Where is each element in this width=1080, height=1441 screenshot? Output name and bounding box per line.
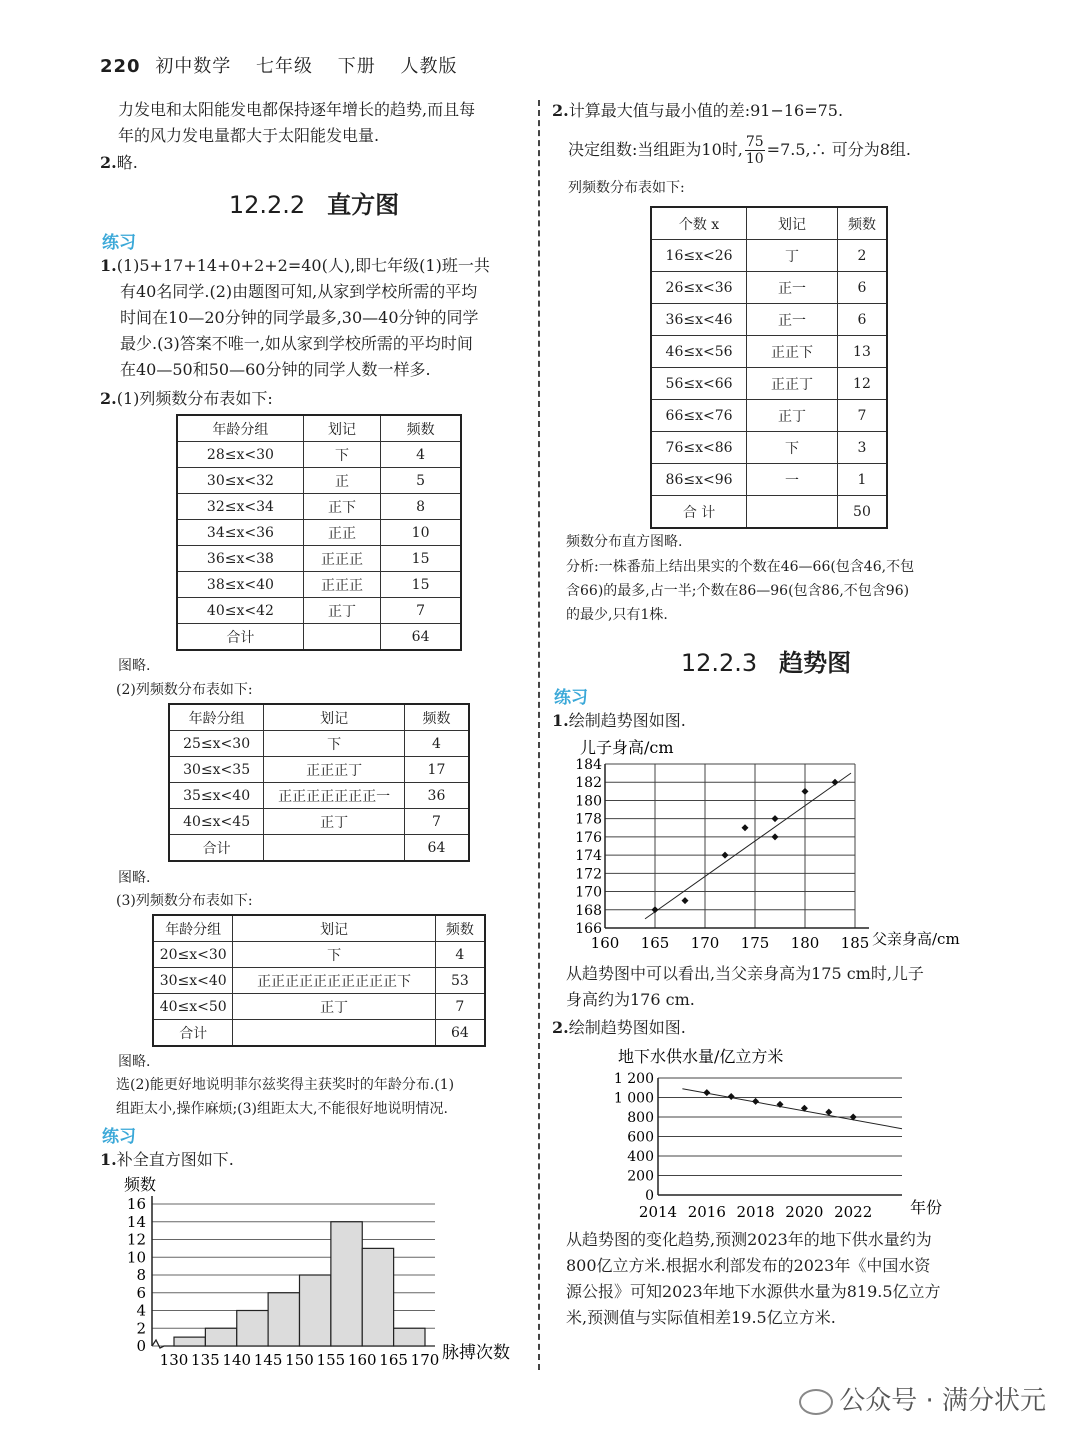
x-tick-label: 175 — [740, 934, 770, 952]
x-tick-label: 2022 — [834, 1203, 873, 1220]
table-cell: 12 — [837, 368, 887, 400]
section-number: 12.2.2 — [228, 191, 306, 219]
p1-line: 时间在10—20分钟的同学最多,30—40分钟的同学 — [120, 308, 479, 327]
p1-line: 有40名同学.(2)由题图可知,从家到学校所需的平均 — [120, 282, 478, 301]
table-cell: 正正丁 — [747, 368, 838, 400]
data-point — [722, 852, 729, 859]
table-row — [169, 783, 469, 809]
y-tick-label: 174 — [575, 848, 602, 865]
table-row — [177, 546, 461, 572]
y-tick-label: 1 000 — [613, 1090, 654, 1107]
left-p1 — [100, 253, 530, 383]
figure-omitted: 图略. — [118, 1054, 151, 1070]
table-body — [177, 415, 461, 650]
table-cell: 合 计 — [651, 496, 747, 529]
y-tick-label: 182 — [575, 775, 602, 792]
table-cell — [303, 624, 380, 651]
histogram-bar — [331, 1222, 362, 1346]
table-intro: 列频数分布表如下: — [568, 180, 685, 196]
table-cell: 7 — [837, 400, 887, 432]
x-tick-label: 170 — [410, 1351, 440, 1369]
table-cell: 7 — [381, 598, 461, 624]
table-row — [153, 942, 485, 968]
table-header-cell: 年龄分组 — [177, 415, 303, 442]
table-cell: 合计 — [169, 835, 264, 862]
table-row — [153, 1020, 485, 1047]
conclusion-line: 组距太小,操作麻烦;(3)组距太大,不能很好地说明情况. — [116, 1101, 448, 1117]
histogram-bar — [174, 1337, 205, 1346]
header-grade: 七年级 — [256, 56, 314, 77]
histogram-bar — [268, 1293, 299, 1346]
table-row — [169, 731, 469, 757]
table-body — [153, 915, 485, 1046]
y-tick-label: 600 — [627, 1129, 654, 1146]
t2-line: 米,预测值与实际值相差19.5亿立方米. — [566, 1308, 836, 1327]
data-point — [652, 906, 659, 913]
trend-line — [645, 773, 851, 919]
question-text: 绘制趋势图如图. — [568, 711, 686, 730]
x-tick-label: 185 — [840, 934, 870, 952]
header-volume: 下册 — [337, 56, 376, 77]
right-q2 — [552, 98, 843, 124]
table-row — [651, 240, 887, 272]
group-count-line — [568, 130, 911, 170]
table-cell: 66≤x<76 — [651, 400, 747, 432]
y-tick-label: 0 — [645, 1188, 654, 1204]
right-t1 — [552, 708, 686, 734]
table-cell: 13 — [837, 336, 887, 368]
table-cell: 36≤x<38 — [177, 546, 303, 572]
figure-omitted: 频数分布直方图略. — [566, 534, 683, 550]
q2-line: 计算最大值与最小值的差:91−16=75. — [568, 101, 844, 120]
y-tick-label: 8 — [136, 1266, 146, 1284]
table-cell: 15 — [381, 572, 461, 598]
table-row — [153, 994, 485, 1020]
table-cell — [233, 1020, 435, 1047]
conclusion — [116, 1073, 531, 1121]
y-tick-label: 176 — [575, 829, 602, 846]
table-row — [651, 400, 887, 432]
table-cell: 7 — [404, 809, 469, 835]
sub-question: (3)列频数分布表如下: — [116, 893, 253, 909]
x-axis-label: 脉搏次数 — [442, 1343, 510, 1363]
fraction — [745, 134, 765, 167]
table-cell: 32≤x<34 — [177, 494, 303, 520]
q2-line: 决定组数:当组距为10时, — [568, 140, 743, 159]
groundwater-trend-chart — [590, 1040, 980, 1220]
data-point — [728, 1093, 735, 1100]
table-cell: 正丁 — [747, 400, 838, 432]
x-tick-label: 150 — [285, 1351, 314, 1369]
table-cell: 40≤x<45 — [169, 809, 264, 835]
table-cell: 16≤x<26 — [651, 240, 747, 272]
table-cell: 下 — [233, 942, 435, 968]
x-tick-label: 2016 — [687, 1203, 726, 1220]
x-tick-label: 165 — [640, 934, 670, 952]
histogram-bar — [237, 1311, 268, 1347]
table-cell: 76≤x<86 — [651, 432, 747, 464]
table-cell: 15 — [381, 546, 461, 572]
table-cell — [264, 835, 405, 862]
table-cell: 1 — [837, 464, 887, 496]
y-tick-label: 1 200 — [613, 1071, 654, 1087]
question-number: 2. — [552, 1018, 569, 1037]
table-cell: 38≤x<40 — [177, 572, 303, 598]
frequency-table-4 — [650, 206, 888, 529]
p1-line: 最少.(3)答案不唯一,如从家到学校所需的平均时间 — [120, 334, 473, 353]
y-tick-label: 178 — [575, 811, 602, 828]
table-header-cell: 年龄分组 — [169, 704, 264, 731]
y-tick-label: 16 — [126, 1195, 146, 1213]
table-cell: 一 — [747, 464, 838, 496]
table-header-cell: 频数 — [404, 704, 469, 731]
analysis-line: 含66)的最多,占一半;个数在86—96(包含86,不包含96) — [566, 583, 910, 599]
frequency-table-3 — [152, 914, 486, 1047]
data-point — [772, 833, 779, 840]
frequency-table-1 — [176, 414, 462, 651]
table-cell: 正正正正正正正正正正下 — [233, 968, 435, 994]
table-row — [651, 496, 887, 529]
table-row — [651, 464, 887, 496]
table-cell: 5 — [381, 468, 461, 494]
table-row — [177, 572, 461, 598]
t2-line: 从趋势图的变化趋势,预测2023年的地下供水量约为 — [566, 1230, 932, 1249]
x-tick-label: 2014 — [638, 1203, 678, 1220]
x-tick-label: 160 — [590, 934, 620, 952]
table-cell: 64 — [404, 835, 469, 862]
page-header — [100, 52, 458, 78]
table-cell: 34≤x<36 — [177, 520, 303, 546]
height-trend-chart — [560, 732, 980, 957]
question-number: 1. — [100, 1150, 117, 1169]
y-tick-label: 180 — [575, 793, 602, 810]
x-tick-label: 180 — [790, 934, 820, 952]
table-cell: 56≤x<66 — [651, 368, 747, 400]
table-row — [177, 520, 461, 546]
section-name: 趋势图 — [779, 649, 852, 677]
y-tick-label: 200 — [627, 1168, 654, 1185]
table-header-row — [651, 207, 887, 240]
table-cell: 53 — [435, 968, 485, 994]
table-cell: 4 — [435, 942, 485, 968]
table-cell: 正正正丁 — [264, 757, 405, 783]
table-cell: 46≤x<56 — [651, 336, 747, 368]
table-cell: 正正下 — [747, 336, 838, 368]
histogram-bar — [205, 1328, 236, 1346]
table-cell: 下 — [303, 442, 380, 468]
table-row — [177, 494, 461, 520]
table-cell: 8 — [381, 494, 461, 520]
y-tick-label: 170 — [575, 884, 602, 901]
x-tick-label: 130 — [159, 1351, 189, 1369]
exercise-label: 练习 — [102, 233, 136, 253]
y-axis-label: 地下水供水量/亿立方米 — [618, 1047, 784, 1066]
table-cell: 40≤x<42 — [177, 598, 303, 624]
x-axis-label: 父亲身高/cm — [872, 930, 960, 948]
x-axis-label: 年份 — [910, 1198, 943, 1217]
table-body — [651, 207, 887, 528]
y-tick-label: 168 — [575, 902, 602, 919]
analysis-line: 分析:一株番茄上结出果实的个数在46—66(包含46,不包 — [566, 559, 915, 575]
fraction-numerator: 75 — [745, 133, 764, 150]
question-text: 略. — [116, 153, 138, 172]
table-cell: 7 — [435, 994, 485, 1020]
x-tick-label: 135 — [191, 1351, 220, 1369]
table-cell: 正 — [303, 468, 380, 494]
question-text: (1)列频数分布表如下: — [116, 389, 273, 408]
x-tick-label: 2018 — [736, 1203, 775, 1220]
y-tick-label: 4 — [136, 1301, 146, 1320]
data-point — [682, 897, 689, 904]
table-cell: 正正正 — [303, 572, 380, 598]
q2-line: =7.5,∴ 可分为8组. — [766, 140, 911, 159]
fraction-denominator: 10 — [745, 150, 764, 167]
table-row — [651, 368, 887, 400]
x-tick-label: 155 — [316, 1351, 346, 1369]
table-row — [153, 968, 485, 994]
exercise-label: 练习 — [554, 688, 588, 708]
analysis — [566, 555, 986, 627]
x-tick-label: 145 — [253, 1351, 283, 1369]
data-point — [703, 1089, 710, 1096]
table-cell: 正正正正正正正一 — [264, 783, 405, 809]
table-cell: 26≤x<36 — [651, 272, 747, 304]
wechat-icon — [799, 1389, 833, 1415]
frequency-table-2 — [168, 703, 470, 862]
table-cell: 30≤x<32 — [177, 468, 303, 494]
table-row — [169, 809, 469, 835]
page-number: 220 — [100, 56, 141, 77]
y-axis-label: 频数 — [124, 1175, 157, 1194]
section-number: 12.2.3 — [680, 649, 758, 677]
table-cell: 40≤x<50 — [153, 994, 233, 1020]
y-axis-label: 儿子身高/cm — [580, 738, 674, 757]
table-cell: 2 — [837, 240, 887, 272]
data-point — [742, 824, 749, 831]
table-header-cell: 个数 x — [651, 207, 747, 240]
table-cell: 28≤x<30 — [177, 442, 303, 468]
trend-line — [682, 1089, 902, 1129]
table-row — [177, 468, 461, 494]
table-cell: 36≤x<46 — [651, 304, 747, 336]
table-body — [169, 704, 469, 861]
section-title-histogram — [100, 185, 528, 220]
table-header-row — [153, 915, 485, 942]
question-number: 2. — [100, 389, 117, 408]
data-point — [802, 788, 809, 795]
x-tick-label: 170 — [690, 934, 720, 952]
table-cell: 4 — [381, 442, 461, 468]
t1-line: 身高约为176 cm. — [566, 990, 695, 1009]
table-cell: 86≤x<96 — [651, 464, 747, 496]
exercise-label: 练习 — [102, 1127, 136, 1147]
table-header-cell: 频数 — [435, 915, 485, 942]
question-text: 绘制趋势图如图. — [568, 1018, 686, 1037]
histogram-bar — [362, 1248, 393, 1346]
x-tick-label: 160 — [347, 1351, 377, 1369]
figure-omitted: 图略. — [118, 870, 151, 886]
t1-line: 从趋势图中可以看出,当父亲身高为175 cm时,儿子 — [566, 964, 924, 983]
y-tick-label: 800 — [627, 1110, 654, 1126]
histogram-bar — [300, 1275, 331, 1346]
left-p2 — [100, 386, 273, 412]
watermark-text: 公众号 · 满分状元 — [839, 1386, 1046, 1416]
section-name: 直方图 — [327, 191, 400, 219]
table-row — [169, 835, 469, 862]
section-title-trend — [552, 643, 980, 678]
y-tick-label: 172 — [575, 866, 602, 883]
table-cell: 正丁 — [303, 598, 380, 624]
sub-question: (2)列频数分布表如下: — [116, 682, 253, 698]
y-tick-label: 2 — [136, 1319, 146, 1338]
histogram-chart — [100, 1170, 530, 1370]
table-cell: 64 — [381, 624, 461, 651]
table-row — [177, 442, 461, 468]
data-point — [832, 779, 839, 786]
y-tick-label: 0 — [136, 1337, 146, 1355]
table-cell — [747, 496, 838, 529]
conclusion-line: 选(2)能更好地说明菲尔兹奖得主获奖时的年龄分布.(1) — [116, 1077, 455, 1093]
question-number: 2. — [100, 153, 117, 172]
table-header-cell: 划记 — [747, 207, 838, 240]
y-tick-label: 10 — [126, 1248, 146, 1267]
table-row — [177, 624, 461, 651]
column-divider — [538, 100, 540, 1370]
x-tick-label: 165 — [379, 1351, 408, 1369]
table-cell: 35≤x<40 — [169, 783, 264, 809]
p1-line: 在40—50和50—60分钟的同学人数一样多. — [120, 360, 431, 379]
table-cell: 正丁 — [233, 994, 435, 1020]
table-cell: 25≤x<30 — [169, 731, 264, 757]
table-header-cell: 划记 — [233, 915, 435, 942]
table-row — [651, 272, 887, 304]
question-number: 1. — [552, 711, 569, 730]
table-cell: 64 — [435, 1020, 485, 1047]
table-row — [169, 757, 469, 783]
data-point — [752, 1098, 759, 1105]
table-cell: 36 — [404, 783, 469, 809]
table-cell: 下 — [747, 432, 838, 464]
y-tick-label: 400 — [627, 1149, 654, 1165]
x-tick-label: 2020 — [785, 1203, 824, 1220]
table-cell: 丁 — [747, 240, 838, 272]
table-header-row — [177, 415, 461, 442]
table-header-cell: 划记 — [303, 415, 380, 442]
histogram-bar — [394, 1328, 425, 1346]
y-tick-label: 184 — [575, 757, 602, 773]
table-cell: 正一 — [747, 304, 838, 336]
table-header-cell: 频数 — [837, 207, 887, 240]
t1-conclusion — [566, 961, 986, 1013]
analysis-line: 的最少,只有1株. — [566, 607, 668, 623]
intro-line: 力发电和太阳能发电都保持逐年增长的趋势,而且每 — [118, 100, 476, 119]
table-cell: 3 — [837, 432, 887, 464]
left-intro — [118, 97, 528, 149]
table-header-cell: 划记 — [264, 704, 405, 731]
table-cell: 正下 — [303, 494, 380, 520]
table-cell: 30≤x<35 — [169, 757, 264, 783]
y-tick-label: 14 — [126, 1212, 146, 1231]
table-cell: 正正 — [303, 520, 380, 546]
table-row — [651, 432, 887, 464]
table-row — [177, 598, 461, 624]
data-point — [772, 815, 779, 822]
x-tick-label: 140 — [222, 1351, 252, 1369]
question-number: 1. — [100, 256, 117, 275]
table-header-cell: 频数 — [381, 415, 461, 442]
table-cell: 下 — [264, 731, 405, 757]
table-cell: 正丁 — [264, 809, 405, 835]
table-cell: 6 — [837, 272, 887, 304]
table-cell: 4 — [404, 731, 469, 757]
table-cell: 30≤x<40 — [153, 968, 233, 994]
right-t2 — [552, 1015, 686, 1041]
t2-line: 源公报》可知2023年地下水源供水量为819.5亿立方 — [566, 1282, 941, 1301]
question-number: 2. — [552, 101, 569, 120]
t2-line: 800亿立方米.根据水利部发布的2023年《中国水资 — [566, 1256, 931, 1275]
table-header-row — [169, 704, 469, 731]
left-q2 — [100, 150, 138, 176]
y-tick-label: 6 — [136, 1283, 146, 1302]
figure-omitted: 图略. — [118, 658, 151, 674]
table-row — [651, 336, 887, 368]
table-cell: 6 — [837, 304, 887, 336]
header-title: 初中数学 — [155, 56, 232, 77]
table-cell: 50 — [837, 496, 887, 529]
p1-line: (1)5+17+14+0+2+2=40(人),即七年级(1)班一共 — [116, 256, 490, 275]
table-cell: 正一 — [747, 272, 838, 304]
table-cell: 合计 — [177, 624, 303, 651]
table-cell: 10 — [381, 520, 461, 546]
watermark — [799, 1380, 1046, 1417]
intro-line: 年的风力发电量都大于太阳能发电量. — [118, 126, 380, 145]
table-header-cell: 年龄分组 — [153, 915, 233, 942]
table-cell: 正正正 — [303, 546, 380, 572]
table-cell: 合计 — [153, 1020, 233, 1047]
question-text: 补全直方图如下. — [116, 1150, 234, 1169]
table-cell: 17 — [404, 757, 469, 783]
table-cell: 20≤x<30 — [153, 942, 233, 968]
table-row — [651, 304, 887, 336]
header-edition: 人教版 — [400, 56, 458, 77]
y-tick-label: 12 — [126, 1230, 146, 1249]
t2-conclusion — [566, 1227, 986, 1331]
y-tick-label: 166 — [575, 921, 602, 937]
